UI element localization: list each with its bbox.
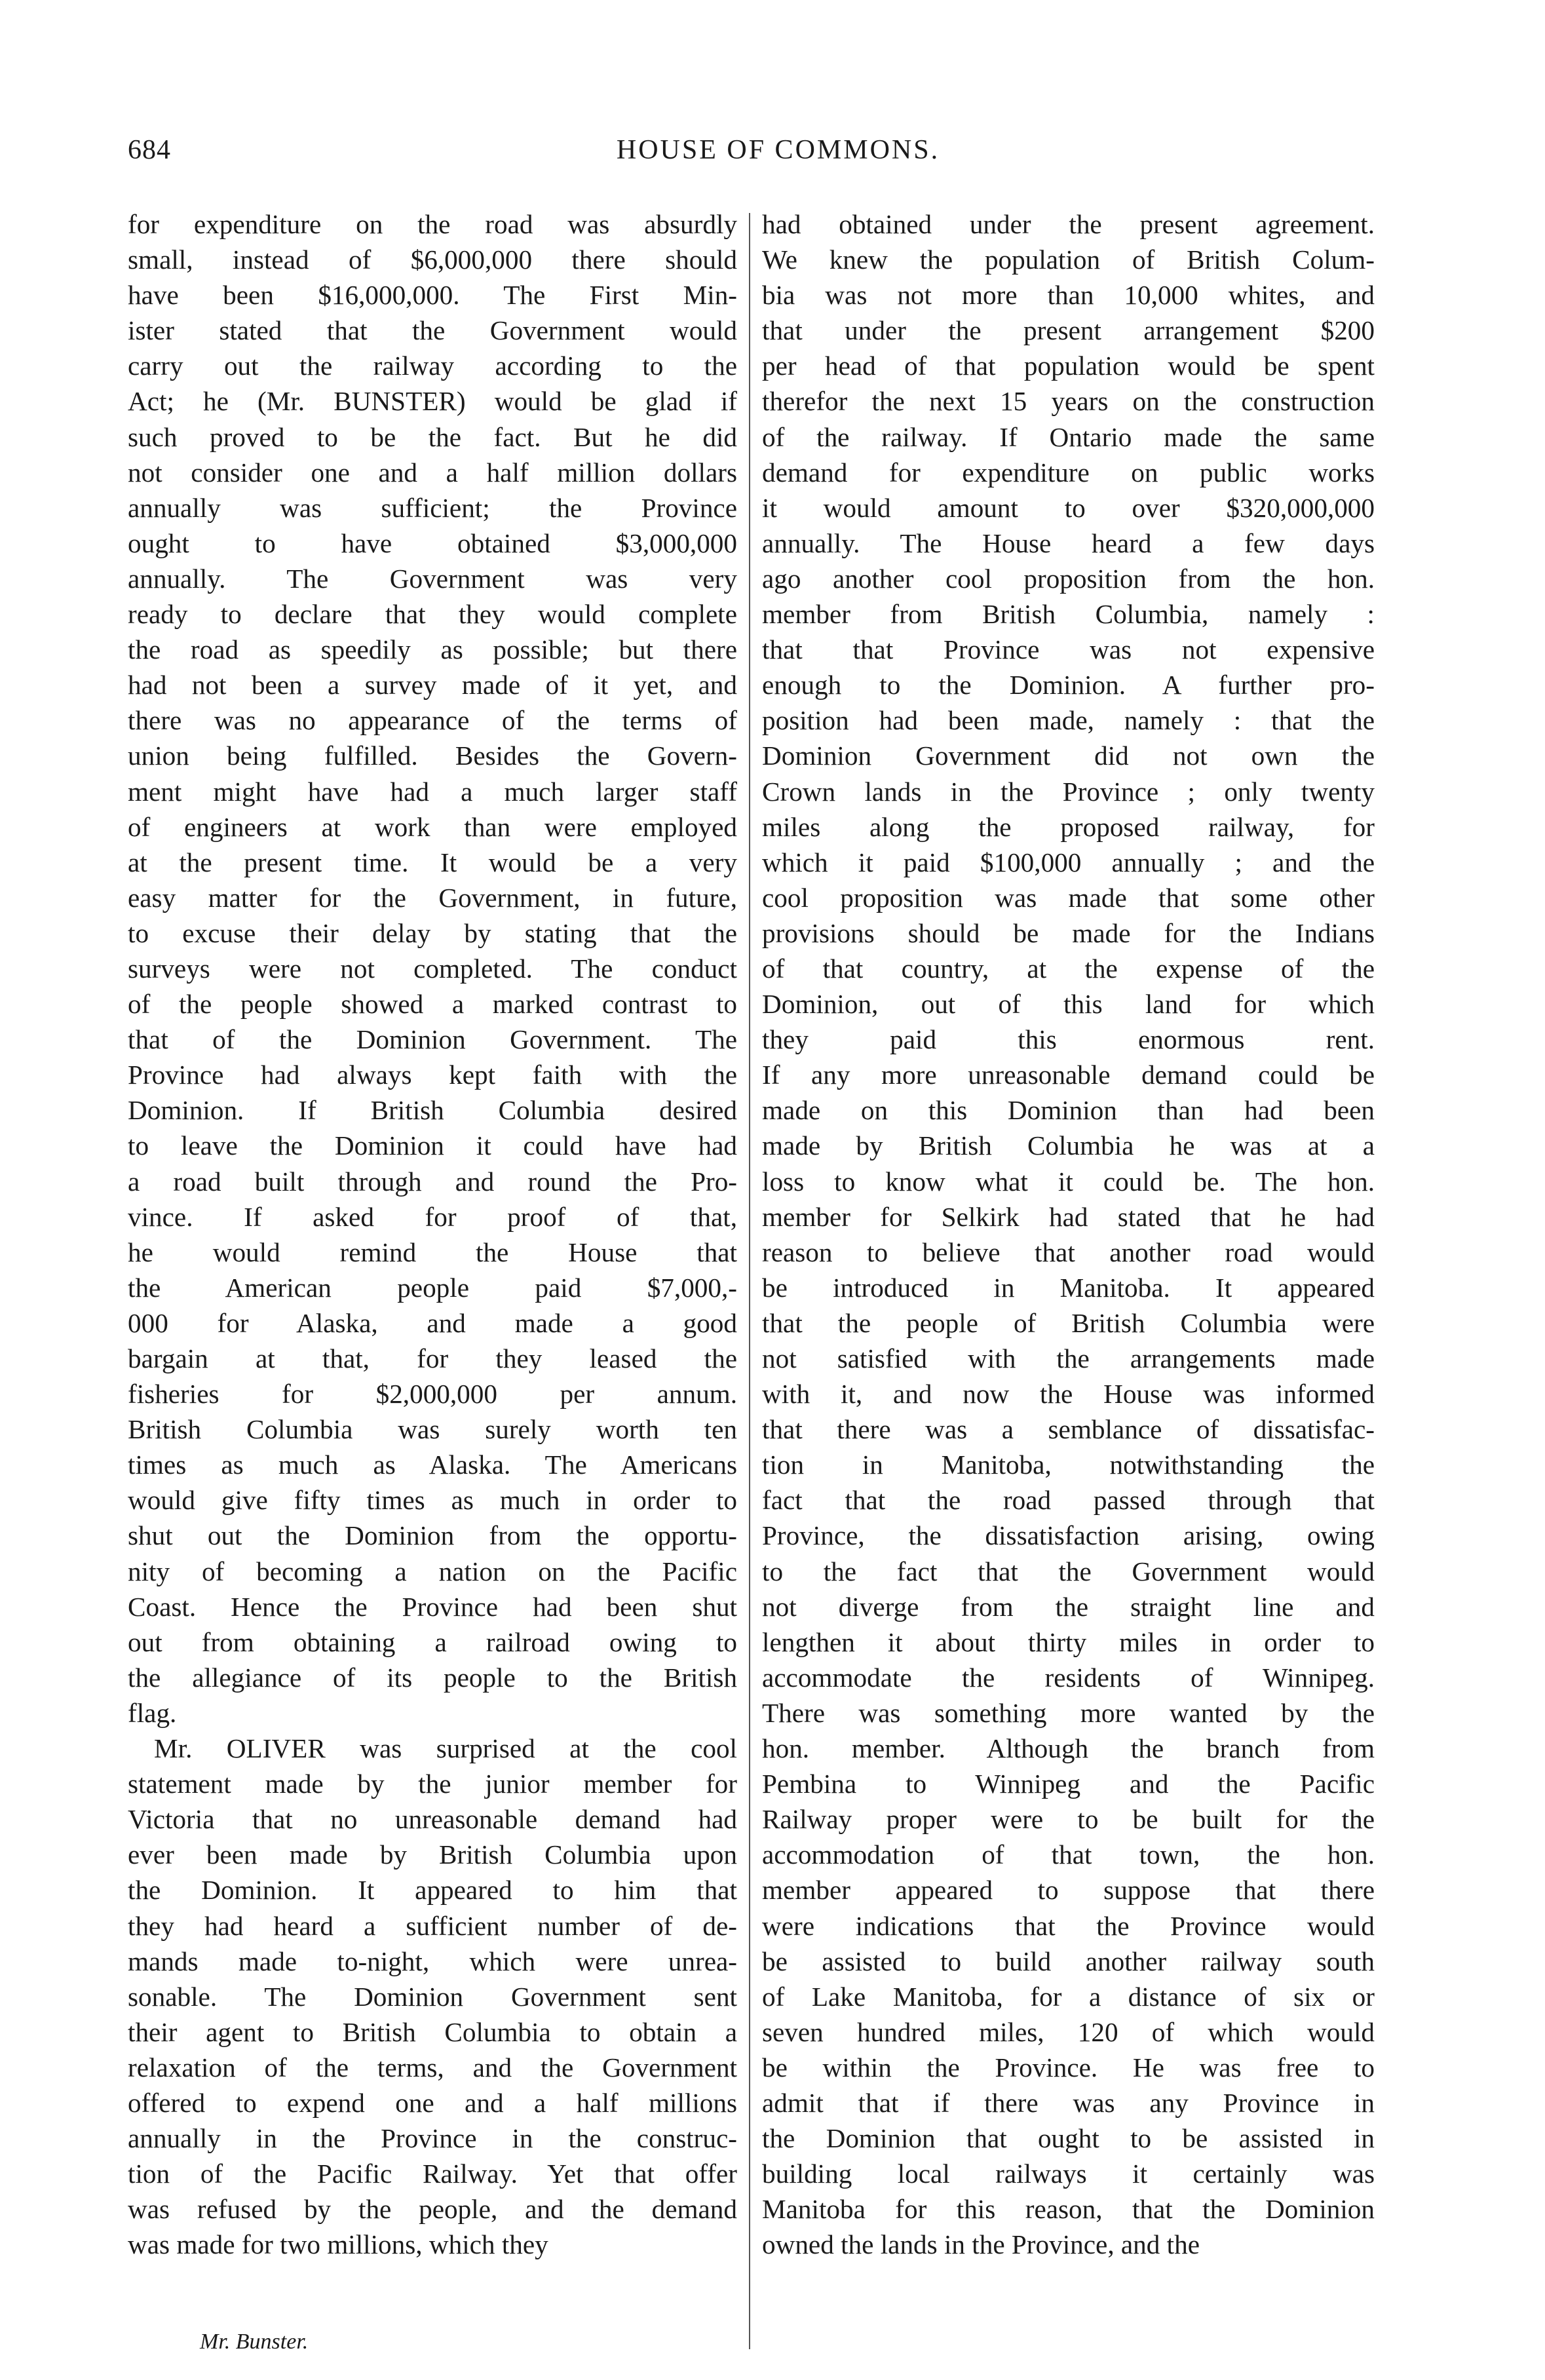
text-line: owned the lands in the Province, and the <box>762 2229 1200 2260</box>
text-line: the Dominion. It appeared to him that <box>128 1875 737 1906</box>
text-line: to leave the Dominion it could have had <box>128 1130 737 1161</box>
text-line: tion of the Pacific Railway. Yet that offer <box>128 2159 737 2189</box>
text-line: sonable. The Dominion Government sent <box>128 1981 737 2012</box>
text-line: be introduced in Manitoba. It appeared <box>762 1272 1375 1303</box>
text-line: flag. <box>128 1697 177 1728</box>
text-line: the allegiance of its people to the British <box>128 1662 737 1693</box>
text-line: they had heard a sufficient number of de- <box>128 1910 737 1941</box>
text-line: mands made to-night, which were unrea- <box>128 1946 737 1976</box>
text-line: have been $16,000,000. The First Min- <box>128 280 737 311</box>
right-text-column <box>762 206 1375 2262</box>
text-line: be assisted to build another railway south <box>762 1946 1375 1976</box>
text-line: the Dominion that ought to be assisted in <box>762 2123 1375 2154</box>
text-line: seven hundred miles, 120 of which would <box>762 2016 1375 2047</box>
text-line: not satisfied with the arrangements made <box>762 1343 1375 1373</box>
text-line: for expenditure on the road was absurdly <box>128 209 737 239</box>
text-line: Province had always kept faith with the <box>128 1060 737 1090</box>
text-line: Dominion. If British Columbia desired <box>128 1095 737 1126</box>
text-line: Dominion, out of this land for which <box>762 989 1375 1020</box>
text-line: to the fact that the Government would <box>762 1556 1375 1586</box>
text-line: made on this Dominion than had been <box>762 1095 1375 1126</box>
text-line: Dominion Government did not own the <box>762 740 1375 771</box>
text-line: loss to know what it could be. The hon. <box>762 1166 1375 1197</box>
text-line: annually was sufficient; the Province <box>128 492 737 523</box>
text-line: ister stated that the Government would <box>128 315 737 346</box>
text-line: annually in the Province in the construc- <box>128 2123 737 2154</box>
text-line: We knew the population of British Colum- <box>762 244 1375 275</box>
text-line: There was something more wanted by the <box>762 1697 1375 1728</box>
text-line: he would remind the House that <box>128 1237 737 1267</box>
text-line: Victoria that no unreasonable demand had <box>128 1804 737 1835</box>
text-line: provisions should be made for the Indians <box>762 917 1375 948</box>
text-line: tion in Manitoba, notwithstanding the <box>762 1449 1375 1480</box>
text-line: annually. The Government was very <box>128 563 737 594</box>
text-line: small, instead of $6,000,000 there should <box>128 244 737 275</box>
text-line: fact that the road passed through that <box>762 1485 1375 1516</box>
text-line: enough to the Dominion. A further pro- <box>762 670 1375 701</box>
text-line: it would amount to over $320,000,000 <box>762 492 1375 523</box>
text-line: with it, and now the House was informed <box>762 1379 1375 1410</box>
text-line: cool proposition was made that some other <box>762 882 1375 913</box>
text-line: bargain at that, for they leased the <box>128 1343 737 1373</box>
text-line: not consider one and a half million dollars <box>128 457 737 488</box>
text-line: miles along the proposed railway, for <box>762 811 1375 842</box>
text-line: ready to declare that they would complete <box>128 599 737 630</box>
text-line: per head of that population would be spent <box>762 351 1375 381</box>
text-line: ago another cool proposition from the hon. <box>762 563 1375 594</box>
text-line: they paid this enormous rent. <box>762 1024 1375 1055</box>
text-line: times as much as Alaska. The Americans <box>128 1449 737 1480</box>
text-line: Mr. OLIVER was surprised at the cool <box>154 1733 737 1764</box>
text-line: out from obtaining a railroad owing to <box>128 1626 737 1657</box>
text-line: union being fulfilled. Besides the Govern- <box>128 740 737 771</box>
text-line: which it paid $100,000 annually ; and the <box>762 847 1375 877</box>
text-line: reason to believe that another road would <box>762 1237 1375 1267</box>
text-line: offered to expend one and a half millions <box>128 2087 737 2118</box>
text-line: nity of becoming a nation on the Pacific <box>128 1556 737 1586</box>
text-line: was refused by the people, and the demand <box>128 2194 737 2225</box>
text-line: surveys were not completed. The conduct <box>128 953 737 984</box>
text-line: Pembina to Winnipeg and the Pacific <box>762 1769 1375 1799</box>
text-line: Act; he (Mr. BUNSTER) would be glad if <box>128 386 737 417</box>
text-line: was made for two millions, which they <box>128 2229 548 2260</box>
text-line: admit that if there was any Province in <box>762 2087 1375 2118</box>
text-line: If any more unreasonable demand could be <box>762 1060 1375 1090</box>
text-line: made by British Columbia he was at a <box>762 1130 1375 1161</box>
text-line: member appeared to suppose that there <box>762 1875 1375 1906</box>
text-line: accommodation of that town, the hon. <box>762 1839 1375 1870</box>
text-line: vince. If asked for proof of that, <box>128 1201 737 1232</box>
text-line: a road built through and round the Pro- <box>128 1166 737 1197</box>
text-line: that the people of British Columbia were <box>762 1307 1375 1338</box>
text-line: not diverge from the straight line and <box>762 1591 1375 1622</box>
left-text-column <box>128 206 737 2262</box>
running-head-title: HOUSE OF COMMONS. <box>616 135 940 165</box>
text-line: ever been made by British Columbia upon <box>128 1839 737 1870</box>
text-line: to excuse their delay by stating that the <box>128 917 737 948</box>
text-line: there was no appearance of the terms of <box>128 705 737 736</box>
text-line: fisheries for $2,000,000 per annum. <box>128 1379 737 1410</box>
text-line: the road as speedily as possible; but there <box>128 634 737 665</box>
text-line: therefor the next 15 years on the construction <box>762 386 1375 417</box>
text-line: that of the Dominion Government. The <box>128 1024 737 1055</box>
text-line: 000 for Alaska, and made a good <box>128 1307 737 1338</box>
page-header <box>128 134 1428 174</box>
text-line: that under the present arrangement $200 <box>762 315 1375 346</box>
text-line: annually. The House heard a few days <box>762 528 1375 558</box>
text-line: demand for expenditure on public works <box>762 457 1375 488</box>
column-divider <box>749 213 750 2349</box>
text-line: their agent to British Columbia to obtain a <box>128 2016 737 2047</box>
text-line: carry out the railway according to the <box>128 351 737 381</box>
text-line: hon. member. Although the branch from <box>762 1733 1375 1764</box>
text-line: accommodate the residents of Winnipeg. <box>762 1662 1375 1693</box>
text-line: ment might have had a much larger staff <box>128 776 737 807</box>
text-line: Coast. Hence the Province had been shut <box>128 1591 737 1622</box>
text-line: bia was not more than 10,000 whites, and <box>762 280 1375 311</box>
text-line: Manitoba for this reason, that the Dominion <box>762 2194 1375 2225</box>
text-line: British Columbia was surely worth ten <box>128 1414 737 1445</box>
text-line: of the railway. If Ontario made the same <box>762 421 1375 452</box>
text-line: such proved to be the fact. But he did <box>128 421 737 452</box>
text-line: easy matter for the Government, in future, <box>128 882 737 913</box>
text-line: of the people showed a marked contrast to <box>128 989 737 1020</box>
text-line: be within the Province. He was free to <box>762 2052 1375 2082</box>
footer-signature: Mr. Bunster. <box>200 2330 309 2354</box>
text-line: building local railways it certainly was <box>762 2159 1375 2189</box>
text-line: had obtained under the present agreement. <box>762 209 1375 239</box>
text-line: of engineers at work than were employed <box>128 811 737 842</box>
text-line: Crown lands in the Province ; only twenty <box>762 776 1375 807</box>
text-line: of Lake Manitoba, for a distance of six or <box>762 1981 1375 2012</box>
text-line: at the present time. It would be a very <box>128 847 737 877</box>
text-line: position had been made, namely : that the <box>762 705 1375 736</box>
text-line: member from British Columbia, namely : <box>762 599 1375 630</box>
text-line: Railway proper were to be built for the <box>762 1804 1375 1835</box>
text-line: had not been a survey made of it yet, and <box>128 670 737 701</box>
text-line: the American people paid $7,000,- <box>128 1272 737 1303</box>
text-line: that there was a semblance of dissatisfac- <box>762 1414 1375 1445</box>
text-line: were indications that the Province would <box>762 1910 1375 1941</box>
text-line: statement made by the junior member for <box>128 1769 737 1799</box>
text-line: relaxation of the terms, and the Government <box>128 2052 737 2082</box>
page-number: 684 <box>128 135 171 165</box>
text-line: would give fifty times as much in order to <box>128 1485 737 1516</box>
text-line: that that Province was not expensive <box>762 634 1375 665</box>
text-line: of that country, at the expense of the <box>762 953 1375 984</box>
text-line: ought to have obtained $3,000,000 <box>128 528 737 558</box>
text-line: member for Selkirk had stated that he had <box>762 1201 1375 1232</box>
text-line: Province, the dissatisfaction arising, owing <box>762 1520 1375 1551</box>
text-line: shut out the Dominion from the opportu- <box>128 1520 737 1551</box>
text-line: lengthen it about thirty miles in order to <box>762 1626 1375 1657</box>
